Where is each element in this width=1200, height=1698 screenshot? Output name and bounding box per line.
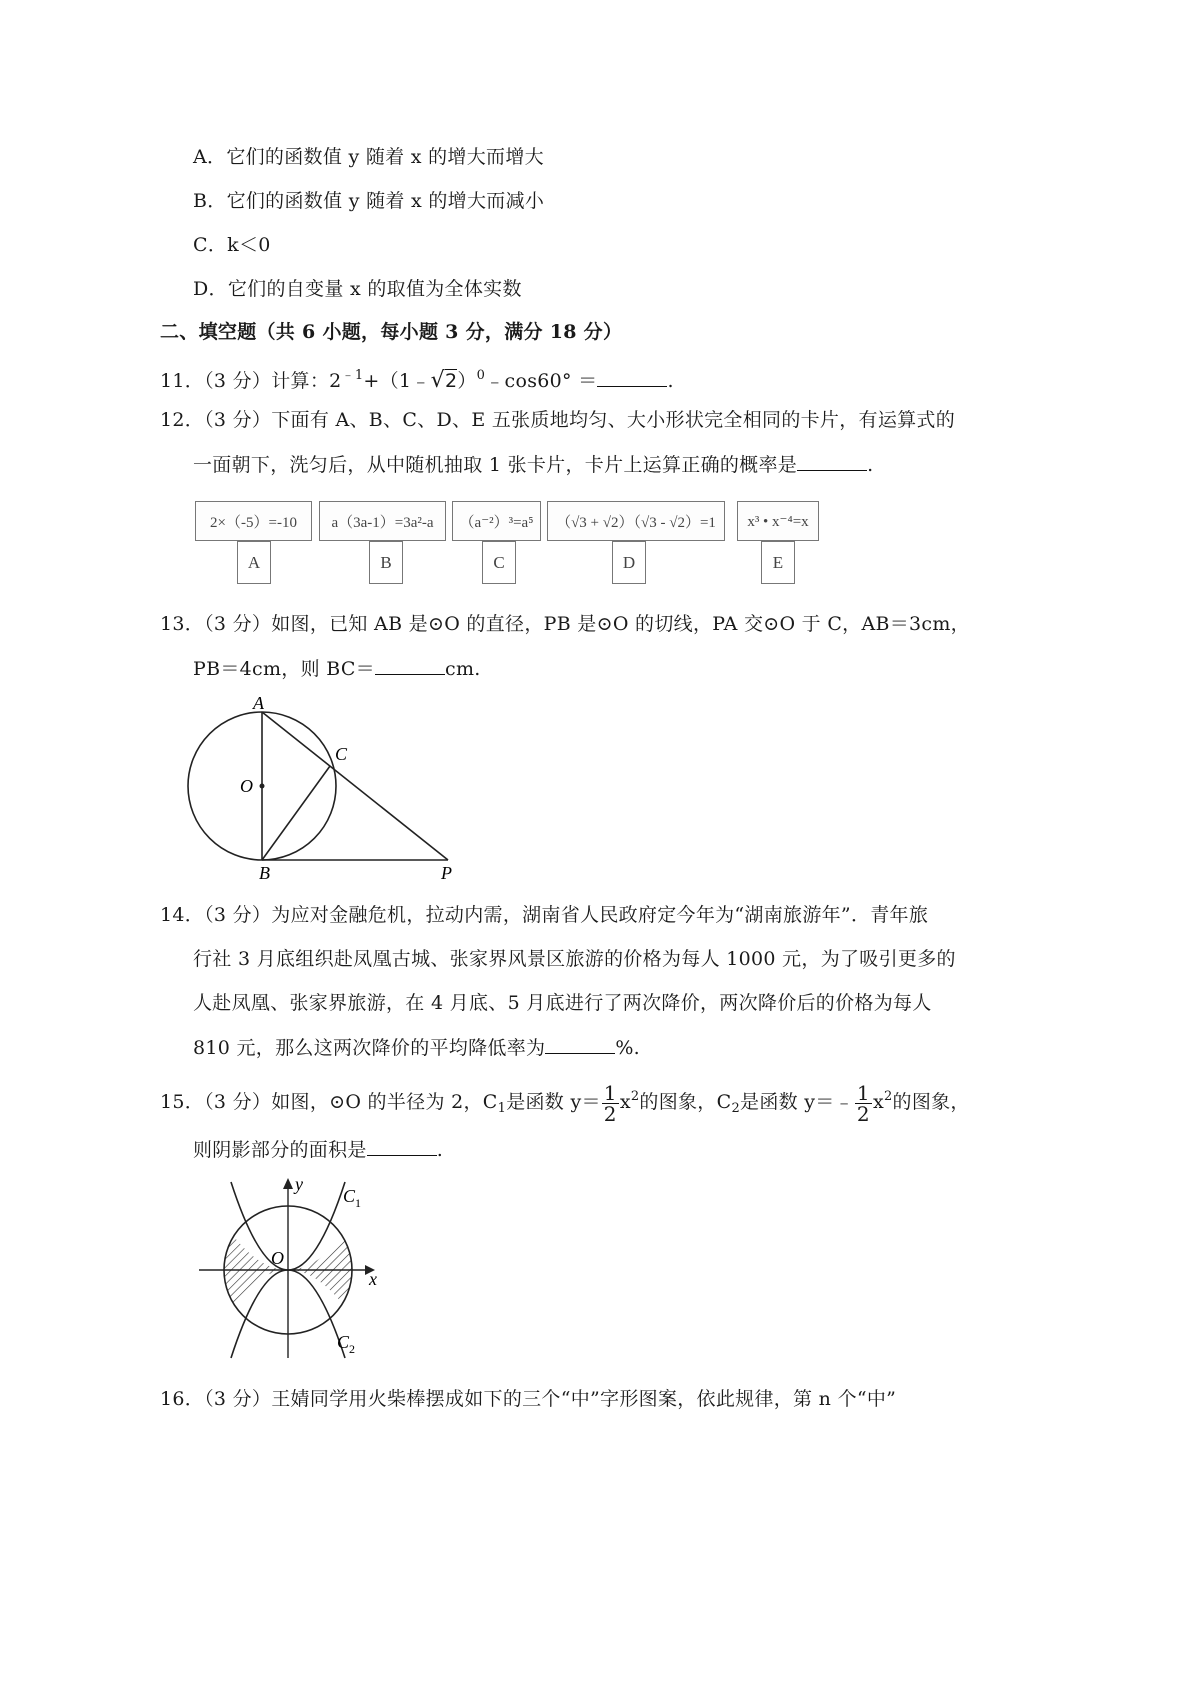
option-d-text: 它们的自变量 x 的取值为全体实数	[227, 278, 522, 300]
label-o: O	[271, 1248, 284, 1268]
q15-text-a: 如图，⊙O 的半径为 2，C	[271, 1091, 498, 1113]
q14-score: （3 分）	[204, 904, 272, 926]
fraction-denominator-2: 2	[856, 1101, 870, 1126]
question-14-line2	[193, 947, 956, 971]
q15-text-d: 的图象，C	[639, 1091, 732, 1113]
label-y: y	[295, 1174, 303, 1194]
question-12-line2	[193, 452, 873, 477]
q15-number: 15．	[160, 1091, 205, 1113]
q15-score: （3 分）	[204, 1091, 272, 1113]
q15-sub2: 2	[731, 1101, 741, 1116]
card-a-label: A	[237, 541, 271, 584]
option-b-letter: B．	[193, 190, 227, 212]
q13-number: 13．	[160, 613, 205, 635]
question-11	[160, 364, 674, 393]
option-b	[193, 189, 544, 213]
option-d	[193, 277, 522, 301]
q15-text-b: 是函数 y＝	[506, 1091, 601, 1113]
q11-text-a: 计算：2	[271, 370, 342, 392]
label-c1: $C_1$	[343, 1186, 362, 1210]
q14-line4-a: 810 元，那么这两次降价的平均降低率为	[193, 1037, 546, 1059]
label-c: C	[335, 744, 348, 764]
option-a-text: 它们的函数值 y 随着 x 的增大而增大	[226, 146, 544, 168]
option-c-letter: C．	[193, 234, 228, 256]
label-x: x	[369, 1269, 377, 1289]
q15-text-c: x	[619, 1091, 631, 1113]
answer-blank	[375, 656, 445, 675]
option-c	[193, 233, 271, 257]
q12-number: 12．	[160, 409, 205, 431]
card-d-expression: （√3 + √2）（√3 - √2）=1	[547, 501, 725, 541]
question-13-line1	[160, 612, 970, 636]
q15-text-e: 是函数 y＝﹣	[740, 1091, 854, 1113]
card-b-label: B	[369, 541, 403, 584]
q14-line3: 人赴凤凰、张家界旅游，在 4 月底、5 月底进行了两次降价，两次降价后的价格为每人	[193, 992, 932, 1014]
q15-sub1: 1	[497, 1101, 507, 1116]
question-13-line2	[193, 656, 481, 681]
card-c-expression: （a⁻²）³=a⁵	[452, 501, 541, 541]
q11-exp1: ﹣1	[341, 368, 364, 383]
card-e-label: E	[761, 541, 795, 584]
question-16-line1	[160, 1387, 896, 1411]
q13-line2-a: PB＝4cm，则 BC＝	[193, 658, 375, 680]
card-b-expression: a（3a-1）=3a²-a	[319, 501, 446, 541]
answer-blank	[367, 1137, 437, 1156]
fraction-half-2	[855, 1080, 872, 1126]
q12-line1: 下面有 A、B、C、D、E 五张质地均匀、大小形状完全相同的卡片，有运算式的	[271, 409, 956, 431]
q11-number: 11．	[160, 370, 205, 392]
option-d-letter: D．	[193, 278, 228, 300]
answer-blank	[545, 1035, 615, 1054]
q15-sq2: 2	[883, 1089, 893, 1104]
label-a: A	[253, 693, 264, 713]
question-12-line1	[160, 408, 955, 432]
section-heading: 二、填空题（共 6 小题，每小题 3 分，满分 18 分）	[160, 321, 623, 343]
q13-line1: 如图，已知 AB 是⊙O 的直径，PB 是⊙O 的切线，PA 交⊙O 于 C，AB＝3cm，	[271, 613, 970, 635]
chord-bc	[262, 766, 330, 860]
q11-end: .	[667, 370, 674, 392]
q14-number: 14．	[160, 904, 205, 926]
q15-line2: 则阴影部分的面积是	[193, 1139, 367, 1161]
q15-end: .	[436, 1139, 444, 1161]
y-axis-arrow	[283, 1178, 293, 1189]
q15-sq1: 2	[630, 1089, 640, 1104]
center-point	[260, 784, 265, 789]
q15-text-f: x	[872, 1091, 884, 1113]
parabola-circle-figure	[193, 1172, 393, 1362]
label-b: B	[259, 863, 270, 883]
q11-exp2: 0	[476, 368, 486, 383]
question-14-line1	[160, 903, 928, 927]
fraction-numerator: 1	[603, 1080, 617, 1105]
fraction-numerator-2: 1	[856, 1080, 870, 1105]
q12-end: .	[867, 454, 874, 476]
card-a-expression: 2×（-5）=-10	[195, 501, 312, 541]
q12-line2: 一面朝下，洗匀后，从中随机抽取 1 张卡片，卡片上运算正确的概率是	[193, 454, 798, 476]
circle-tangent-figure	[185, 693, 485, 883]
label-o: O	[240, 776, 253, 796]
card-d-label: D	[612, 541, 646, 584]
fraction-half	[602, 1080, 619, 1126]
q11-text-d: ﹣cos60° ＝	[485, 370, 598, 392]
sqrt-symbol: √	[430, 368, 445, 393]
q11-text-c: ）	[457, 370, 477, 392]
q11-sqrt-arg: 2	[444, 370, 458, 392]
option-b-text: 它们的函数值 y 随着 x 的增大而减小	[226, 190, 545, 212]
q16-number: 16．	[160, 1388, 205, 1410]
question-14-line3	[193, 991, 932, 1015]
question-15-line1	[160, 1074, 970, 1126]
q16-score: （3 分）	[204, 1388, 272, 1410]
card-e-expression: x³ • x⁻⁴=x	[737, 501, 819, 541]
q12-score: （3 分）	[204, 409, 272, 431]
q11-text-b: +（1﹣	[363, 370, 431, 392]
label-p: P	[441, 863, 452, 883]
q13-score: （3 分）	[204, 613, 272, 635]
q11-score: （3 分）	[204, 370, 272, 392]
q16-line1: 王婧同学用火柴棒摆成如下的三个“中”字形图案，依此规律，第 n 个“中”	[271, 1388, 897, 1410]
fraction-denominator: 2	[603, 1101, 617, 1126]
option-a	[193, 145, 544, 169]
q14-line1: 为应对金融危机，拉动内需，湖南省人民政府定今年为“湖南旅游年”．青年旅	[271, 904, 929, 926]
q14-line2: 行社 3 月底组织赴凤凰古城、张家界风景区旅游的价格为每人 1000 元，为了吸引更多的	[193, 948, 956, 970]
q14-line4-b: %.	[615, 1037, 641, 1059]
question-14-line4	[193, 1035, 640, 1060]
question-15-line2	[193, 1137, 443, 1162]
option-c-text: k＜0	[227, 234, 271, 256]
secant-pa	[262, 712, 448, 860]
label-c2: $C_2$	[337, 1332, 356, 1356]
q15-text-g: 的图象，	[892, 1091, 970, 1113]
option-a-letter: A．	[193, 146, 227, 168]
q13-line2-b: cm.	[445, 658, 481, 680]
answer-blank	[597, 368, 667, 387]
answer-blank	[797, 452, 867, 471]
card-c-label: C	[482, 541, 516, 584]
